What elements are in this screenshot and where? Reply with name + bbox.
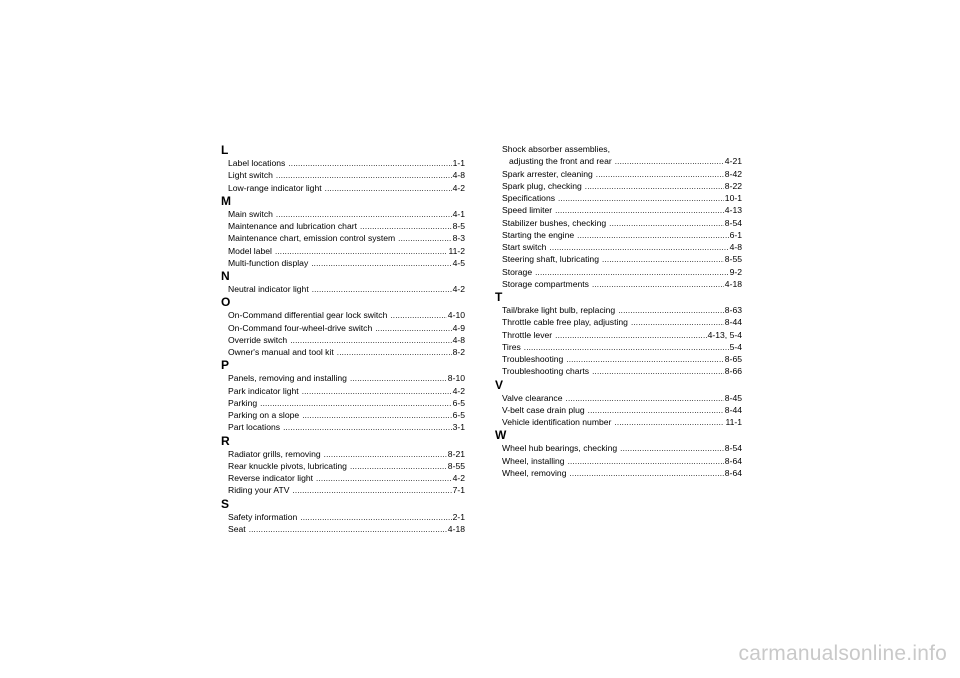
dot-leader: [290, 335, 451, 346]
entry-page: 8-21: [447, 448, 465, 459]
entry-page: 8-45: [724, 392, 742, 403]
dot-leader: [316, 473, 452, 484]
entry-text: Part locations: [228, 422, 281, 433]
index-entry: [495, 392, 742, 404]
dot-leader: [555, 330, 706, 341]
index-entry: [495, 455, 742, 467]
entry-page: 8-64: [724, 455, 742, 466]
entry-text: Parking: [228, 397, 258, 408]
dot-leader: [588, 405, 724, 416]
entry-page: 8-5: [452, 221, 465, 231]
dot-leader: [398, 233, 451, 244]
section-letter: V: [495, 377, 504, 392]
entry-text: Multi-function display: [228, 257, 309, 268]
section-letter: R: [221, 433, 230, 448]
dot-leader: [311, 258, 451, 269]
dot-leader: [325, 183, 452, 194]
entry-text: Storage compartments: [502, 278, 589, 289]
entry-text: Stabilizer bushes, checking: [502, 217, 607, 228]
dot-leader: [302, 410, 451, 421]
section-letter: S: [221, 496, 230, 511]
entry-text: Speed limiter: [502, 205, 553, 216]
section-letter: O: [221, 295, 231, 310]
dot-leader: [275, 246, 447, 257]
index-entry: [495, 304, 742, 316]
dot-leader: [620, 443, 724, 454]
entry-page: 7-1: [452, 485, 465, 496]
dot-leader: [558, 193, 724, 204]
entry-page: 4-5: [452, 257, 465, 268]
entry-text: Neutral indicator light: [228, 284, 309, 294]
dot-leader: [566, 354, 723, 365]
index-entry: [221, 220, 465, 232]
entry-text: Park indicator light: [228, 385, 299, 396]
index-entry: [495, 241, 742, 253]
entry-page: 4-2: [452, 182, 465, 193]
index-entry: [495, 217, 742, 229]
entry-page: 4-1: [452, 208, 465, 219]
index-entry: [221, 346, 465, 358]
section-letter: P: [221, 358, 230, 373]
index-entry: [221, 208, 465, 220]
dot-leader: [249, 524, 447, 535]
index-entry: [221, 523, 465, 535]
entry-text: Troubleshooting: [502, 354, 564, 364]
entry-text: Parking on a slope: [228, 410, 300, 420]
index-entry: [495, 266, 742, 278]
index-entry: [495, 278, 742, 290]
section-letter: W: [495, 428, 507, 443]
section-letter: N: [221, 269, 230, 283]
dot-leader: [585, 181, 724, 192]
index-entry: [495, 253, 742, 265]
entry-text: Steering shaft, lubricating: [502, 254, 599, 265]
section-letter: T: [495, 290, 503, 304]
entry-text: Riding your ATV: [228, 485, 290, 496]
index-entry: [221, 484, 465, 496]
entry-page: 4-10: [447, 310, 465, 321]
dot-leader: [566, 393, 724, 404]
index-entry: [221, 232, 465, 244]
dot-leader: [350, 461, 447, 472]
entry-page: 3-1: [452, 422, 465, 433]
index-entry: [221, 157, 465, 169]
dot-leader: [577, 230, 728, 241]
watermark: carmanualsonline.info: [738, 642, 947, 665]
index-entry: [495, 329, 742, 341]
dot-leader: [614, 417, 724, 428]
entry-page: 4-8: [729, 242, 742, 252]
entry-text: Main switch: [228, 208, 273, 219]
entry-page: 4-18: [447, 523, 465, 534]
entry-text: Maintenance chart, emission control system: [228, 233, 396, 244]
entry-page: 4-21: [724, 156, 742, 167]
dot-leader: [302, 386, 452, 397]
entry-page: 4-9: [452, 322, 465, 333]
entry-page: 11-1: [725, 417, 742, 427]
entry-page: 8-55: [724, 254, 742, 265]
entry-page: 8-63: [724, 305, 742, 315]
index-entry: [495, 353, 742, 365]
dot-leader: [615, 156, 724, 167]
dot-leader: [324, 449, 447, 460]
entry-page: 8-10: [447, 373, 465, 384]
entry-page: 8-22: [724, 180, 742, 191]
index-column-right: [495, 143, 742, 479]
entry-text: Low-range indicator light: [228, 182, 322, 193]
sections-right: [495, 290, 742, 479]
entry-page: 8-2: [452, 347, 465, 357]
index-entry: [495, 404, 742, 416]
entry-page: 8-66: [724, 366, 742, 377]
index-entry: [221, 460, 465, 472]
entry-page: 4-2: [452, 284, 465, 294]
dot-leader: [535, 267, 728, 278]
entry-page: 11-2: [448, 245, 465, 256]
entry-text: Start switch: [502, 242, 547, 252]
dot-leader: [300, 512, 451, 523]
index-entry: [221, 511, 465, 523]
dot-leader: [596, 169, 724, 180]
index-entry: [495, 365, 742, 377]
section-s-continued: [495, 168, 742, 291]
index-entry: [221, 169, 465, 181]
index-entry: [495, 416, 742, 428]
entry-text: V-belt case drain plug: [502, 404, 585, 415]
entry-text: Wheel, removing: [502, 467, 567, 478]
entry-page: 4-2: [452, 385, 465, 396]
entry-text: Valve clearance: [502, 392, 563, 403]
dot-leader: [569, 468, 723, 479]
dot-leader: [549, 242, 728, 253]
index-entry: [221, 245, 465, 257]
section-letter: M: [221, 193, 231, 208]
index-entry: [221, 322, 465, 334]
entry-text: Wheel, installing: [502, 455, 565, 466]
entry-page: 8-3: [452, 233, 465, 244]
index-entry: [221, 309, 465, 321]
dot-leader: [260, 398, 451, 409]
entry-page: 10-1: [724, 193, 742, 203]
index-entry: [495, 192, 742, 204]
entry-text: Wheel hub bearings, checking: [502, 443, 618, 454]
entry-page: 2-1: [452, 511, 465, 522]
index-column-left: [221, 143, 465, 535]
entry-page: 8-64: [724, 467, 742, 478]
index-entry: [495, 229, 742, 241]
dot-leader: [592, 366, 724, 377]
dot-leader: [631, 317, 724, 328]
index-entry: [495, 180, 742, 192]
dot-leader: [390, 310, 446, 321]
entry-text: adjusting the front and rear: [509, 156, 612, 167]
index-entry: [221, 448, 465, 460]
entry-text: Throttle lever: [502, 329, 553, 340]
dot-leader: [555, 205, 724, 216]
entry-text: Vehicle identification number: [502, 417, 612, 427]
entry-page: 4-18: [724, 278, 742, 289]
index-entry: [495, 168, 742, 180]
entry-text: Panels, removing and installing: [228, 373, 347, 384]
entry-text: Troubleshooting charts: [502, 366, 590, 377]
entry-text: Reverse indicator light: [228, 473, 314, 483]
index-entry-heading: Shock absorber assemblies,: [502, 144, 610, 154]
index-entry: [495, 341, 742, 353]
section-letter: L: [221, 143, 229, 157]
entry-text: Storage: [502, 266, 533, 277]
dot-leader: [276, 170, 452, 181]
entry-page: 8-42: [724, 168, 742, 179]
entry-text: Label locations: [228, 158, 286, 168]
index-entry: [495, 467, 742, 479]
dot-leader: [609, 218, 724, 229]
entry-page: 8-44: [724, 317, 742, 328]
index-entry: [221, 409, 465, 421]
entry-page: 9-2: [729, 266, 742, 277]
entry-page: 6-5: [452, 397, 465, 408]
entry-text: Override switch: [228, 334, 288, 345]
index-entry: [495, 442, 742, 454]
entry-text: Radiator grills, removing: [228, 448, 321, 459]
index-entry: [221, 182, 465, 194]
entry-text: Owner's manual and tool kit: [228, 347, 334, 357]
entry-page: 8-55: [447, 460, 465, 471]
entry-page: 6-1: [729, 229, 742, 240]
dot-leader: [375, 323, 451, 334]
entry-page: 4-8: [452, 170, 465, 181]
entry-text: Model label: [228, 245, 272, 256]
entry-page: 1-1: [452, 158, 465, 168]
entry-text: Maintenance and lubrication chart: [228, 221, 357, 231]
dot-leader: [568, 456, 724, 467]
dot-leader: [337, 347, 452, 358]
index-entry: [221, 472, 465, 484]
dot-leader: [360, 221, 452, 232]
index-entry: [221, 334, 465, 346]
entry-text: On-Command four-wheel-drive switch: [228, 322, 373, 333]
entry-text: Spark plug, checking: [502, 180, 582, 191]
dot-leader: [288, 158, 451, 169]
dot-leader: [276, 209, 452, 220]
entry-page: 5-4: [729, 341, 742, 352]
dot-leader: [292, 485, 451, 496]
dot-leader: [350, 373, 447, 384]
index-entry: [495, 155, 742, 167]
index-entry: [495, 204, 742, 216]
index-entry: [221, 421, 465, 433]
entry-text: Starting the engine: [502, 229, 575, 240]
index-entry: [221, 385, 465, 397]
entry-text: Seat: [228, 523, 246, 534]
entry-text: Spark arrester, cleaning: [502, 168, 593, 179]
entry-text: Tires: [502, 341, 521, 352]
entry-text: On-Command differential gear lock switch: [228, 310, 388, 321]
entry-page: 8-54: [724, 443, 742, 454]
entry-text: Throttle cable free play, adjusting: [502, 317, 628, 328]
entry-text: Specifications: [502, 193, 556, 203]
entry-text: Rear knuckle pivots, lubricating: [228, 460, 347, 471]
entry-page: 4-8: [452, 334, 465, 345]
dot-leader: [602, 254, 724, 265]
entry-text: Tail/brake light bulb, replacing: [502, 305, 616, 315]
entry-text: Safety information: [228, 511, 298, 522]
entry-page: 8-44: [724, 404, 742, 415]
entry-text: Light switch: [228, 170, 273, 181]
index-entry: [221, 283, 465, 295]
dot-leader: [618, 305, 724, 316]
entry-page: 6-5: [452, 410, 465, 420]
index-entry: [221, 257, 465, 269]
dot-leader: [312, 284, 452, 295]
index-entry: [221, 397, 465, 409]
entry-page: 4-2: [452, 473, 465, 483]
entry-page: 8-54: [724, 217, 742, 228]
index-entry: [495, 316, 742, 328]
entry-page: 4-13: [724, 205, 742, 216]
dot-leader: [592, 279, 724, 290]
dot-leader: [283, 422, 452, 433]
index-entry: [221, 372, 465, 384]
entry-page: 4-13, 5-4: [707, 329, 742, 340]
dot-leader: [524, 342, 729, 353]
entry-page: 8-65: [724, 354, 742, 364]
